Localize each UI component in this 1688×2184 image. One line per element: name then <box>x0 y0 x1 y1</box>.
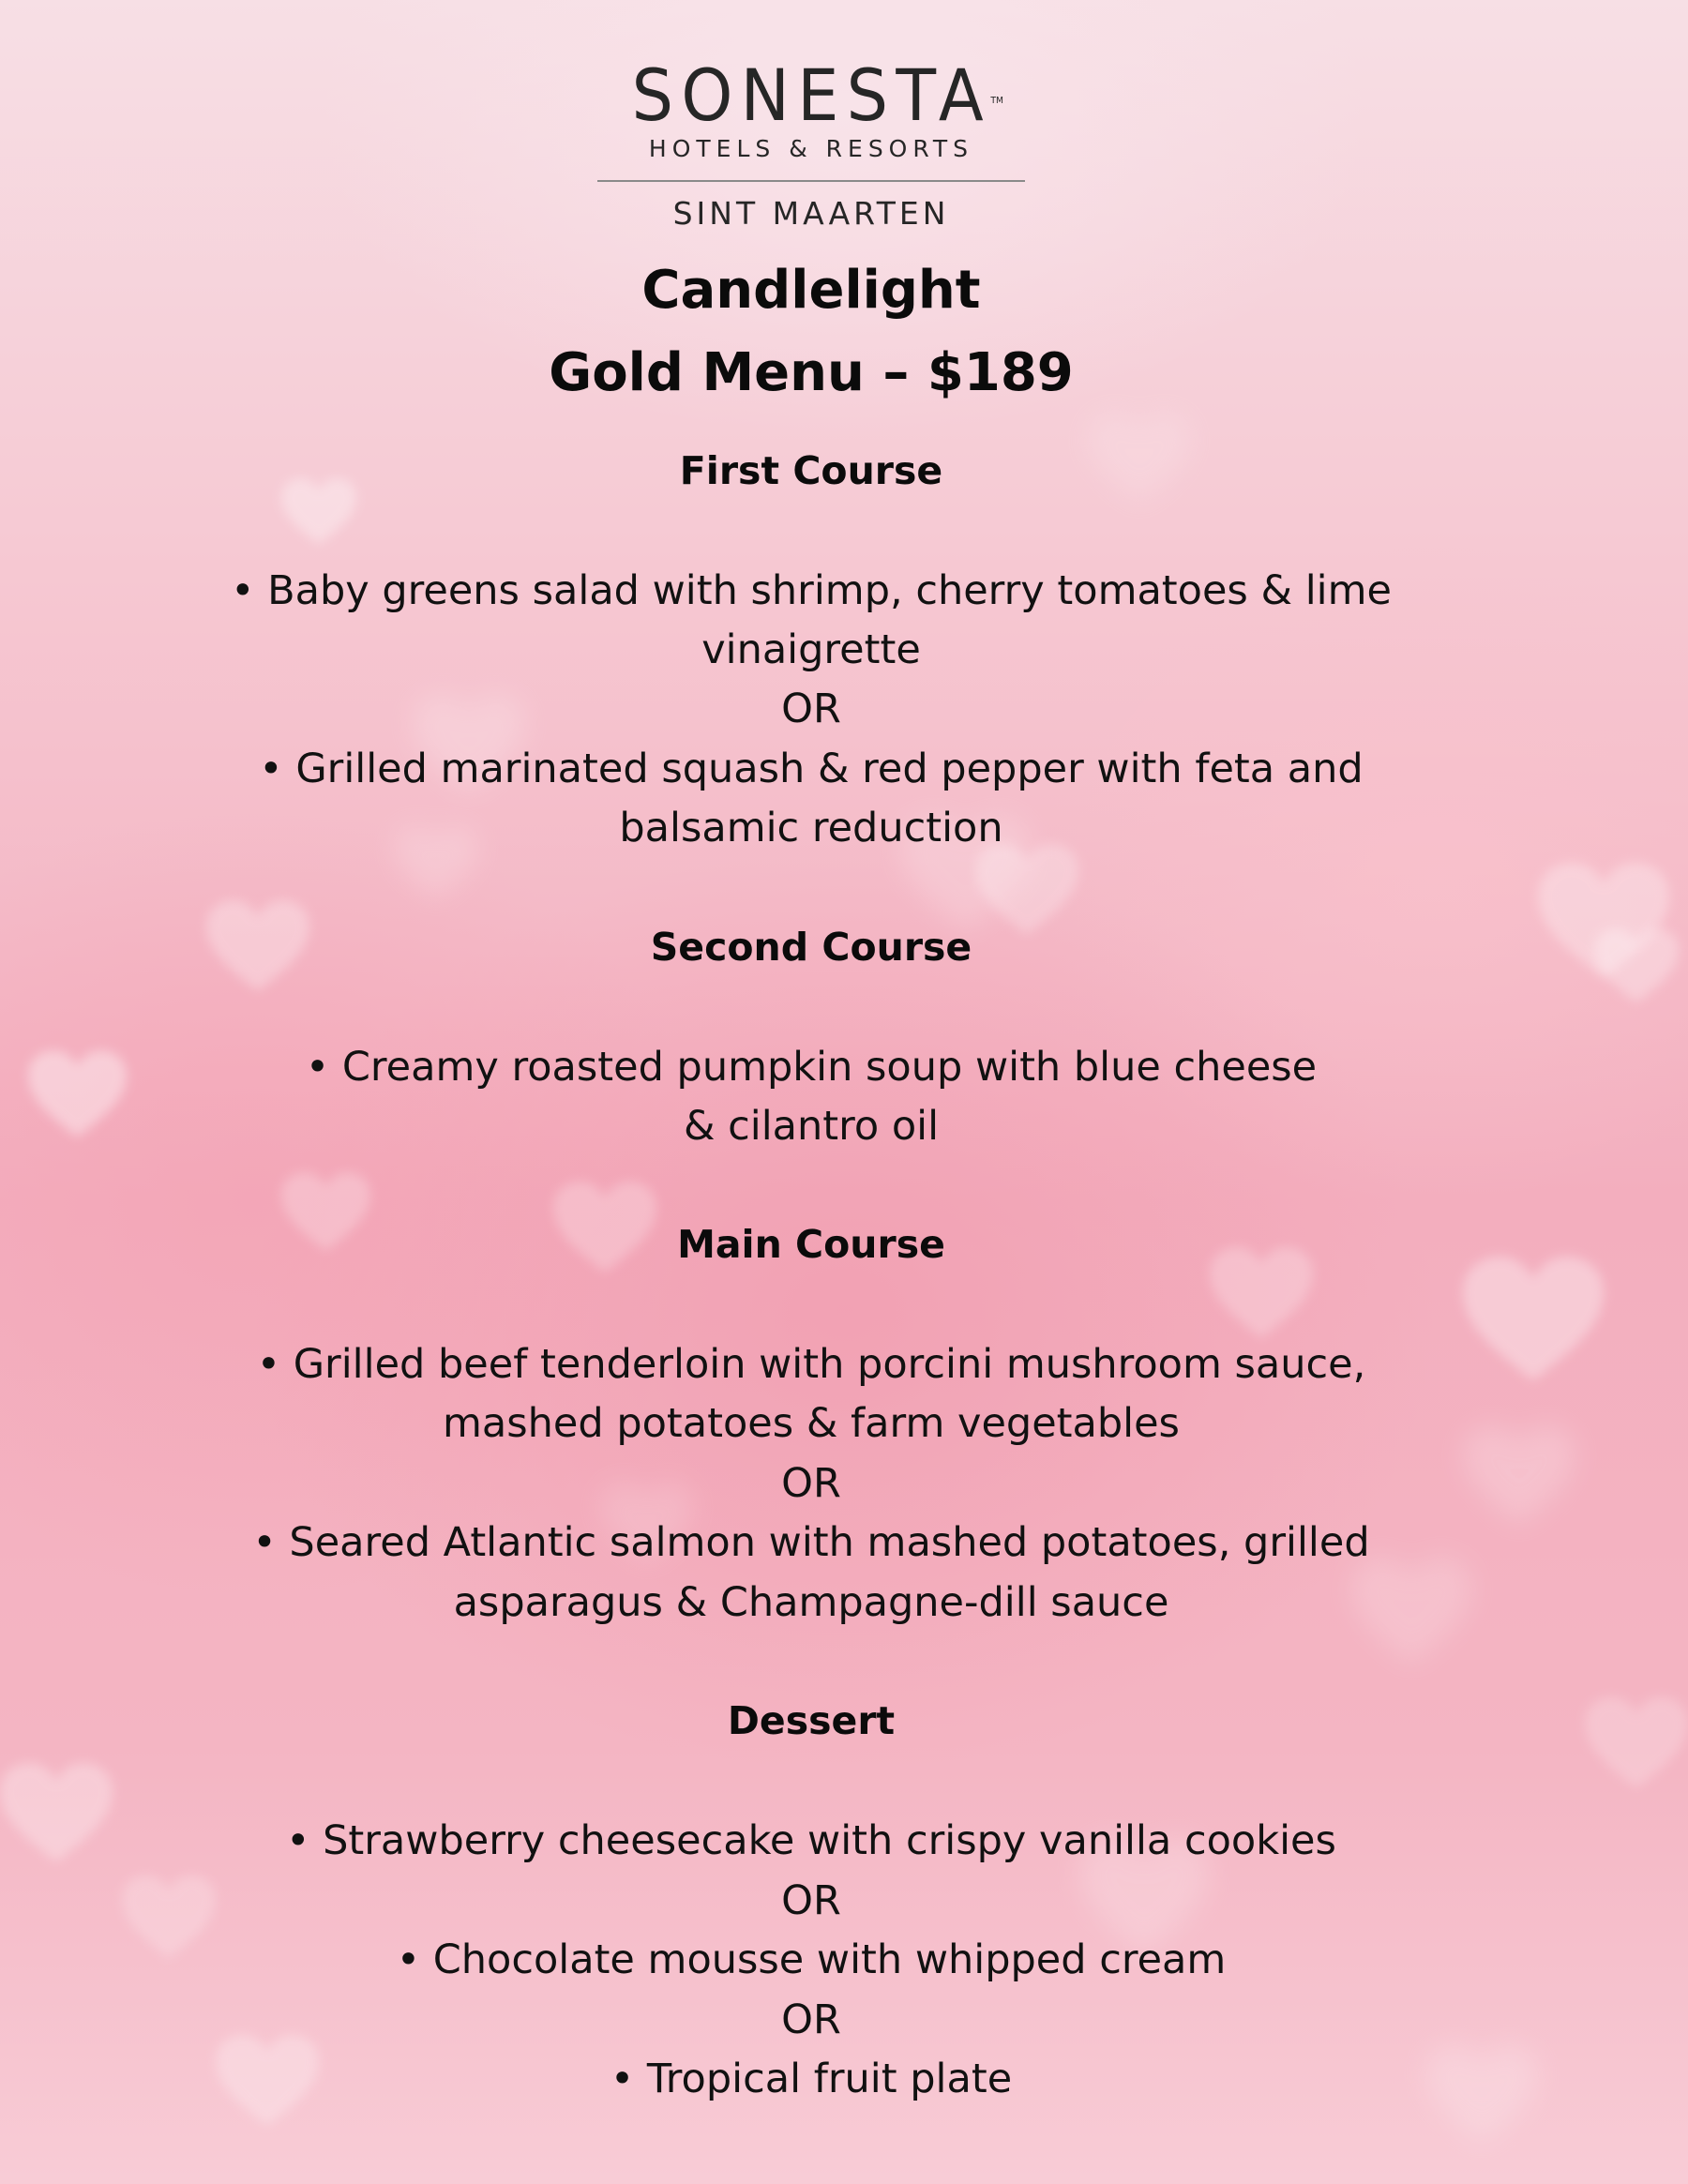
dessert-line: • Tropical fruit plate <box>610 2056 1013 2102</box>
main-course-line: mashed potatoes & farm vegetables <box>443 1400 1180 1447</box>
first-course-line: • Baby greens salad with shrimp, cherry tomatoes & lime <box>231 567 1392 614</box>
dessert-or: OR <box>781 1877 841 1924</box>
second-course-line: & cilantro oil <box>683 1103 940 1150</box>
logo-location: SINT MAARTEN <box>672 195 950 232</box>
dessert-line: • Chocolate mousse with whipped cream <box>396 1936 1227 1983</box>
first-course-line: vinaigrette <box>701 626 921 673</box>
logo-trademark: TM <box>989 96 1003 106</box>
first-course-line: • Grilled marinated squash & red pepper with feta and <box>259 746 1364 792</box>
main-course-heading: Main Course <box>677 1222 945 1267</box>
logo-brand-name <box>631 53 1003 137</box>
menu-title: Candlelight <box>641 260 981 321</box>
dessert-line: • Strawberry cheesecake with crispy vanilla cookies <box>286 1817 1336 1864</box>
dessert-or: OR <box>781 1996 841 2043</box>
logo-subtitle: HOTELS & RESORTS <box>648 135 974 162</box>
logo-divider <box>597 180 1025 182</box>
first-course-or: OR <box>781 685 841 732</box>
first-course-line: balsamic reduction <box>619 805 1003 851</box>
sonesta-logo <box>563 53 1060 233</box>
logo-wordmark: SONESTA <box>631 53 991 137</box>
main-course-line: • Grilled beef tenderloin with porcini mushroom sauce, <box>256 1341 1366 1388</box>
second-course-heading: Second Course <box>650 925 972 970</box>
first-course-heading: First Course <box>679 448 943 493</box>
main-course-line: asparagus & Champagne-dill sauce <box>453 1579 1169 1626</box>
main-course-or: OR <box>781 1460 841 1507</box>
main-course-line: • Seared Atlantic salmon with mashed potatoes, grilled <box>252 1519 1370 1566</box>
dessert-heading: Dessert <box>727 1698 896 1743</box>
second-course-line: • Creamy roasted pumpkin soup with blue cheese <box>305 1044 1318 1091</box>
menu-subtitle-price: Gold Menu – $189 <box>549 342 1074 403</box>
